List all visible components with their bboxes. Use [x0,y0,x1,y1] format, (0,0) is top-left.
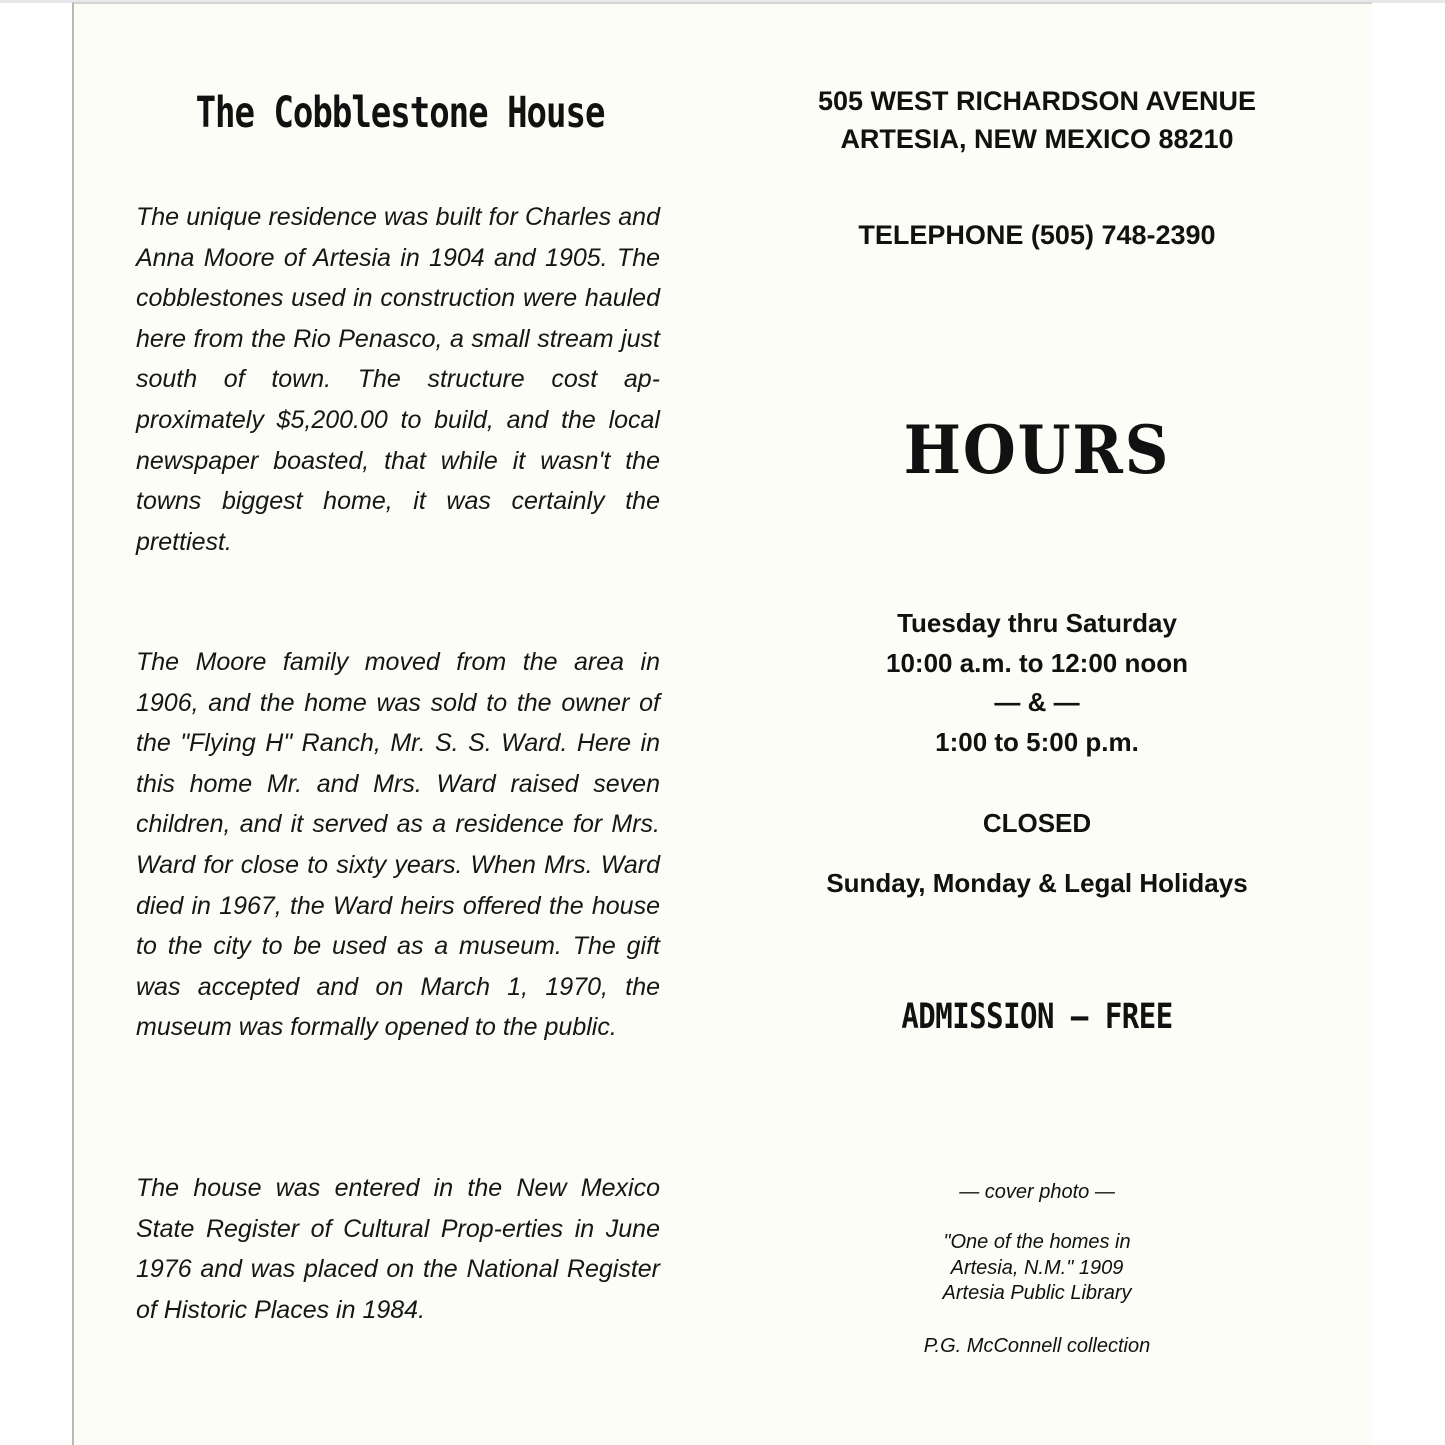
telephone: TELEPHONE (505) 748-2390 [858,220,1216,250]
caption-line-1: "One of the homes in [943,1231,1131,1253]
history-paragraph-2: The Moore family moved from the area in 1906, and the home was sold to the owner of the "Flying H" Ranch, Mr. S. S. Ward. Here in this home Mr. and Mrs. Ward raised seven children, and it served as a residence for Mrs. Ward for close to sixty years. When Mrs. Ward died in 1967, the Ward heirs offered the house to the city to be used as a museum. The gift was accepted and on March 1, 1970, the museum was formally opened to the public. [136,648,660,1042]
closed-label: CLOSED [982,808,1092,838]
photo-credit: P.G. McConnell collection [923,1335,1151,1357]
afternoon-hours: 1:00 to 5:00 p.m. [935,726,1139,757]
morning-hours: 10:00 a.m. to 12:00 noon [886,647,1188,678]
history-paragraph-3: The house was entered in the New Mexico State Register of Cultural Prop-erties in June 1976 and was placed on the National Register of Historic Places in 1984. [136,1174,660,1324]
address-line-2: ARTESIA, NEW MEXICO 88210 [840,124,1234,154]
open-schedule [790,604,1284,762]
cover-photo-label: — cover photo — [959,1181,1115,1203]
address-line-1: 505 WEST RICHARDSON AVENUE [817,86,1257,116]
history-paragraph-1: The unique residence was built for Charles and Anna Moore of Artesia in 1904 and 1905. The cobblestones used in construction were hauled here from the Rio Penasco, a small stream just south of town. The structure cost ap-proximately $5,200.00 to build, and the local newspaper boasted, that while it wasn't the towns biggest home, it was certainly the prettiest. [136,203,660,556]
cover-photo-caption [790,1230,1284,1307]
closed-days: Sunday, Monday & Legal Holidays [826,868,1248,898]
hours-heading: HOURS [903,411,1171,489]
hours-separator: — & — [994,687,1080,717]
caption-line-3: Artesia Public Library [942,1282,1132,1304]
page-title: The Cobblestone House [195,88,605,138]
caption-line-2: Artesia, N.M." 1909 [950,1256,1124,1279]
admission-note: ADMISSION — FREE [901,995,1173,1037]
open-days: Tuesday thru Saturday [897,608,1177,638]
address [790,82,1284,158]
